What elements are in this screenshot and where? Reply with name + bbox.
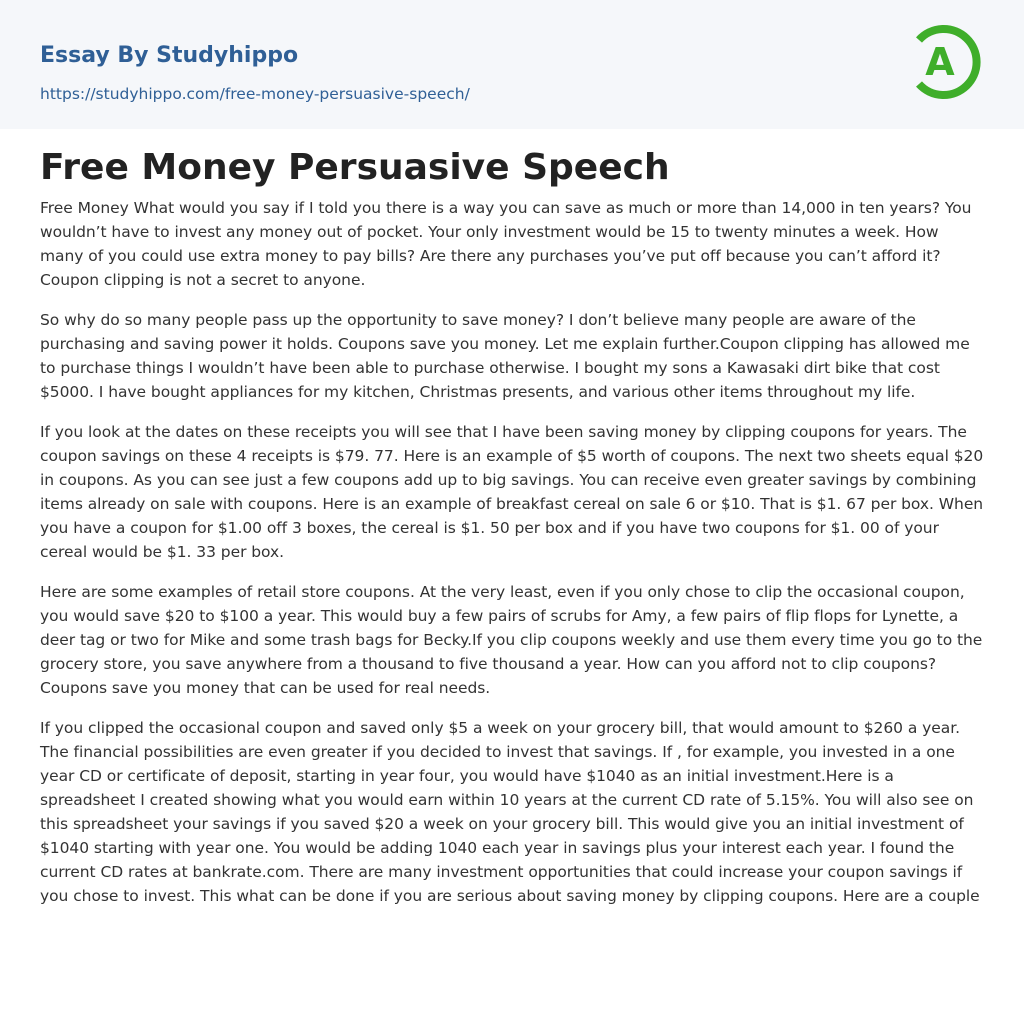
essay-paragraph: If you look at the dates on these receipts you will see that I have been saving money by clipping coupons for years. The coupon savings on these 4 receipts is $79. 77. Here is an example of $5 worth of coupons. The next two sheets equal $20 in coupons. As you can see just a few coupons add up to big savings. You can receive even greater savings by combining items already on sale with coupons. Here is an example of breakfast cereal on sale 6 or $10. That is $1. 67 per box. When you have a coupon for $1.00 off 3 boxes, the cereal is $1. 50 per box and if you have two coupons for $1. 00 of your cereal would be $1. 33 per box. bbox=[40, 423, 984, 561]
studyhippo-logo-icon[interactable] bbox=[911, 18, 987, 106]
essay-url-link[interactable]: https://studyhippo.com/free-money-persuasive-speech/ bbox=[40, 85, 470, 103]
essay-paragraph: Here are some examples of retail store coupons. At the very least, even if you only chose to clip the occasional coupon, you would save $20 to $100 a year. This would buy a few pairs of scrubs for Amy, a few pairs of flip flops for Lynette, a deer tag or two for Mike and some trash bags for Becky.If you clip coupons weekly and use them every time you go to the grocery store, you save anywhere from a thousand to five thousand a year. How can you afford not to clip coupons? Coupons save you money that can be used for real needs. bbox=[40, 583, 983, 697]
essay-body bbox=[40, 146, 985, 924]
essay-paragraph: So why do so many people pass up the opportunity to save money? I don’t believe many people are aware of the purchasing and saving power it holds. Coupons save you money. Let me explain further.Coupon clipping has allowed me to purchase things I wouldn’t have been able to purchase otherwise. I bought my sons a Kawasaki dirt bike that cost $5000. I have bought appliances for my kitchen, Christmas presents, and various other items throughout my life. bbox=[40, 311, 970, 401]
site-header bbox=[0, 0, 1024, 129]
essay-title: Free Money Persuasive Speech bbox=[40, 147, 670, 188]
site-brand[interactable]: Essay By Studyhippo bbox=[40, 43, 299, 68]
essay-paragraph: If you clipped the occasional coupon and saved only $5 a week on your grocery bill, that would amount to $260 a year. The financial possibilities are even greater if you decided to invest that savings. If , for example, you invested in a one year CD or certificate of deposit, starting in year four, you would have $1040 as an initial investment.Here is a spreadsheet I created showing what you would earn within 10 years at the current CD rate of 5.15%. You will also see on this spreadsheet your savings if you saved $20 a week on your grocery bill. This would give you an initial investment of $1040 starting with year one. You would be adding 1040 each year in savings plus your interest each year. I found the current CD rates at bankrate.com. There are many investment opportunities that could increase your coupon savings if you chose to invest. This what can be done if you are serious about saving money by clipping coupons. Here are a couple bbox=[40, 719, 980, 905]
essay-paragraph: Free Money What would you say if I told you there is a way you can save as much or more than 14,000 in ten years? You wouldn’t have to invest any money out of pocket. Your only investment would be 15 to twenty minutes a week. How many of you could use extra money to pay bills? Are there any purchases you’ve put off because you can’t afford it? Coupon clipping is not a secret to anyone. bbox=[40, 199, 972, 289]
logo-letter: A bbox=[925, 40, 955, 84]
